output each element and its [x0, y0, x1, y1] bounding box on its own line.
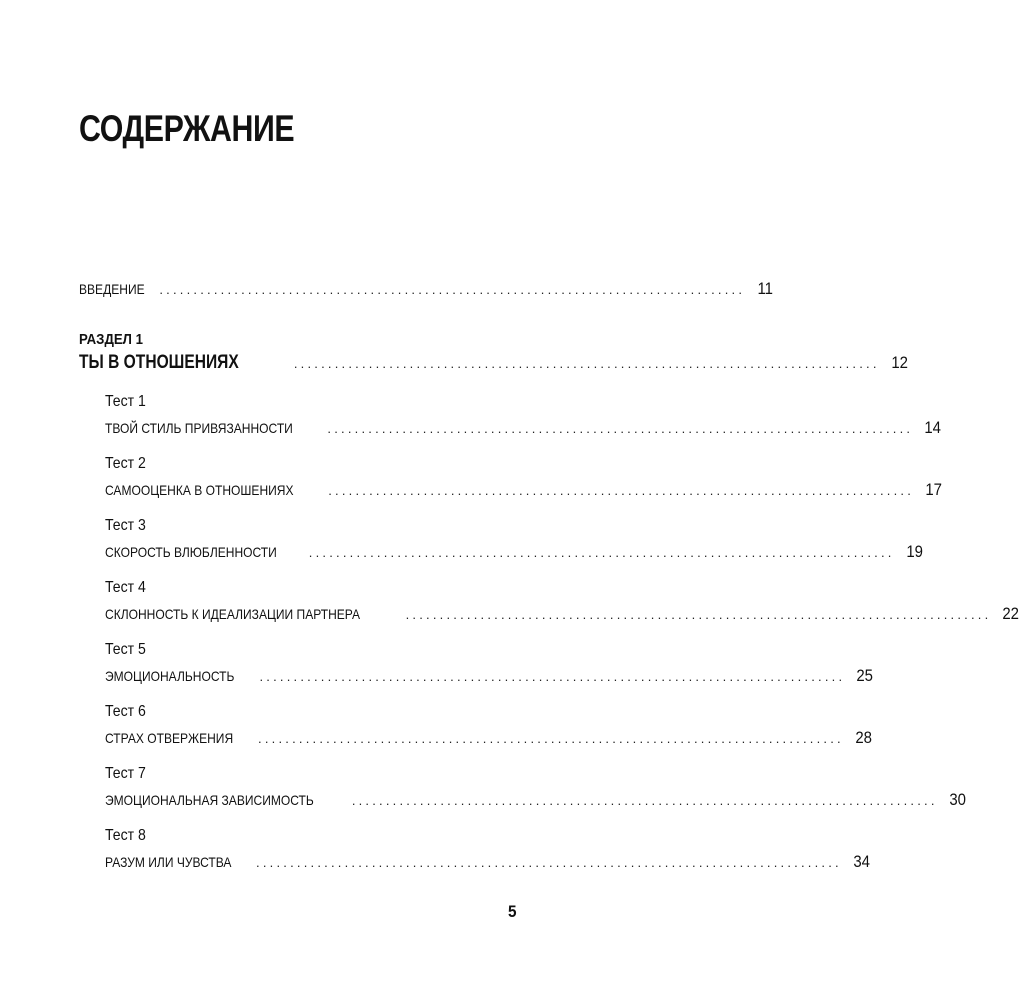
toc-entry-label: ТВОЙ СТИЛЬ ПРИВЯЗАННОСТИ: [105, 420, 293, 436]
toc-entry-label: САМООЦЕНКА В ОТНОШЕНИЯХ: [105, 482, 294, 498]
toc-entry-label: СТРАХ ОТВЕРЖЕНИЯ: [105, 730, 234, 746]
dot-leader: ......................................................................................: [405, 607, 992, 622]
dot-leader: ......................................................................................: [308, 545, 895, 560]
toc-entry-page: 30: [948, 790, 966, 809]
test-number-label: Тест 5: [105, 641, 146, 658]
toc-entry-label: РАЗУМ ИЛИ ЧУВСТВА: [105, 854, 232, 870]
toc-entry-test[interactable]: [105, 852, 870, 872]
toc-entry-label: СКЛОННОСТЬ К ИДЕАЛИЗАЦИИ ПАРТНЕРА: [105, 606, 361, 622]
toc-entry-label: СКОРОСТЬ ВЛЮБЛЕННОСТИ: [105, 544, 277, 560]
page-number: 5: [507, 902, 516, 921]
page-title: СОДЕРЖАНИЕ: [79, 108, 295, 149]
toc-entry-label: ВВЕДЕНИЕ: [79, 281, 145, 297]
toc-entry-page: 14: [924, 418, 942, 437]
toc-entry-page: 11: [757, 279, 774, 298]
dot-leader: ......................................................................................: [256, 855, 842, 870]
toc-entry-intro[interactable]: [79, 279, 774, 299]
dot-leader: ......................................................................................: [351, 793, 938, 808]
dot-leader: ......................................................................................: [159, 282, 746, 297]
toc-entry-page: 28: [855, 728, 872, 747]
test-number-label: Тест 2: [105, 455, 146, 472]
toc-entry-label: ЭМОЦИОНАЛЬНОСТЬ: [105, 668, 235, 684]
test-number-label: Тест 8: [105, 827, 146, 844]
toc-entry-page: 25: [856, 666, 874, 685]
dot-leader: ......................................................................................: [258, 731, 844, 746]
toc-entry-test[interactable]: [105, 418, 942, 438]
toc-entry-section[interactable]: [79, 352, 908, 374]
dot-leader: ......................................................................................: [327, 421, 914, 436]
toc-entry-test[interactable]: [105, 480, 943, 500]
toc-entry-page: 34: [853, 852, 870, 871]
toc-entry-test[interactable]: [105, 790, 966, 810]
toc-entry-test[interactable]: [105, 728, 872, 748]
toc-entry-page: 17: [925, 480, 943, 499]
test-number-label: Тест 6: [105, 703, 146, 720]
dot-leader: ......................................................................................: [293, 356, 880, 371]
section-title: ТЫ В ОТНОШЕНИЯХ: [79, 352, 239, 373]
toc-entry-test[interactable]: [105, 666, 874, 686]
toc-entry-page: 22: [1002, 604, 1019, 623]
toc-entry-label: ЭМОЦИОНАЛЬНАЯ ЗАВИСИМОСТЬ: [105, 792, 314, 808]
test-number-label: Тест 4: [105, 579, 146, 596]
test-number-label: Тест 7: [105, 765, 146, 782]
dot-leader: ......................................................................................: [328, 483, 915, 498]
toc-entry-page: 12: [891, 353, 908, 372]
toc-entry-test[interactable]: [105, 542, 923, 562]
dot-leader: ......................................................................................: [259, 669, 846, 684]
test-number-label: Тест 3: [105, 517, 146, 534]
section-kicker: РАЗДЕЛ 1: [79, 331, 143, 348]
toc-entry-page: 19: [905, 542, 923, 561]
toc-entry-test[interactable]: [105, 604, 1019, 624]
test-number-label: Тест 1: [105, 393, 146, 410]
